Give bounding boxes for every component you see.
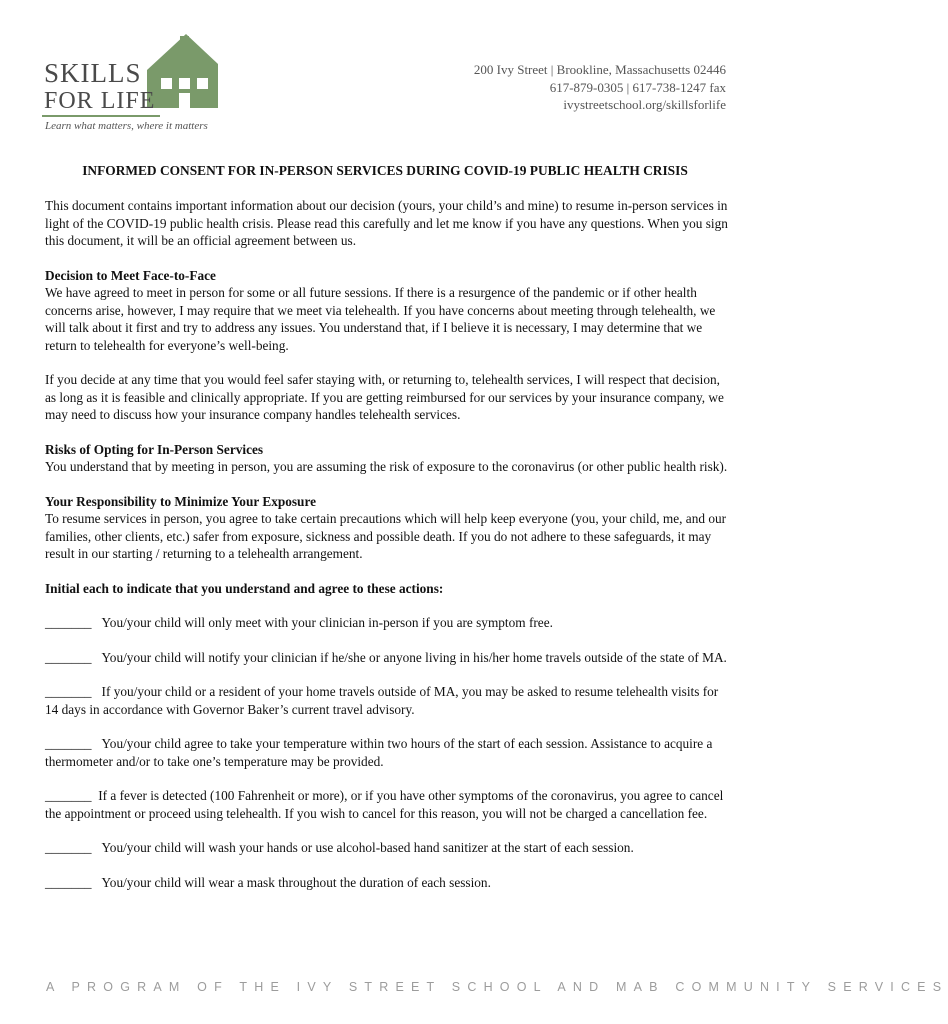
initial-item-text: If a fever is detected (100 Fahrenheit or more), or if you have other symptoms of the coronavirus, you agree to cancel the appointment or proceed using telehealth. If you wish to cancel for this reason, you will not be charged a cancellation fee. xyxy=(45,788,724,821)
initial-item-text: You/your child will notify your clinician if he/she or anyone living in his/her home travels outside of the state of MA. xyxy=(101,649,727,665)
initial-item xyxy=(45,614,728,632)
initial-blank[interactable]: _______ xyxy=(45,736,92,751)
initial-item-text: You/your child agree to take your temperature within two hours of the start of each session. Assistance to acquire a thermometer and/or to take one’s temperature may be provided. xyxy=(45,736,713,769)
decision-paragraph-1: We have agreed to meet in person for some or all future sessions. If there is a resurgence of the pandemic or if other health concerns arise, however, I may require that we meet via telehealth. If you have concerns about meeting through telehealth, we will talk about it first and try to address any issues. You understand that, if I believe it is necessary, I may determine that we return to telehealth for everyone’s well-being. xyxy=(45,285,716,353)
document-body xyxy=(45,197,728,891)
initial-blank[interactable]: _______ xyxy=(45,684,92,699)
intro-paragraph: This document contains important information about our decision (yours, your child’s and mine) to resume in-person services in light of the COVID-19 public health crisis. Please read this carefully and let me know if you have any questions. When you sign this document, it will be an official agreement between us. xyxy=(45,198,728,248)
address-phone: 617-879-0305 | 617-738-1247 fax xyxy=(549,79,726,95)
initial-item xyxy=(45,683,728,718)
address-website: ivystreetschool.org/skillsforlife xyxy=(563,97,726,112)
decision-paragraph-2: If you decide at any time that you would feel safer staying with, or returning to, telehealth services, I will respect that decision, as long as it is feasible and clinically appropriate. If you are getting reimbursed for our services by your insurance company, we may need to discuss how your insurance company handles telehealth services. xyxy=(45,372,724,422)
risks-heading: Risks of Opting for In-Person Services xyxy=(45,441,264,457)
footer-program-note: A PROGRAM OF THE IVY STREET SCHOOL AND MAB COMMUNITY SERVICES xyxy=(46,980,948,994)
letterhead-address xyxy=(474,61,726,114)
initial-blank[interactable]: _______ xyxy=(45,615,92,630)
initial-item xyxy=(45,649,728,667)
initial-item-text: You/your child will wash your hands or use alcohol-based hand sanitizer at the start of each session. xyxy=(101,840,634,855)
initial-blank[interactable]: _______ xyxy=(45,840,92,855)
document-title: INFORMED CONSENT FOR IN-PERSON SERVICES DURING COVID-19 PUBLIC HEALTH CRISIS xyxy=(82,163,688,178)
initial-item-text: You/your child will only meet with your clinician in-person if you are symptom free. xyxy=(101,615,553,630)
responsibility-heading: Your Responsibility to Minimize Your Exposure xyxy=(45,493,317,509)
initial-item-text: If you/your child or a resident of your home travels outside of MA, you may be asked to resume telehealth visits for 14 days in accordance with Governor Baker’s current travel advisory. xyxy=(45,684,719,717)
initial-heading: Initial each to indicate that you understand and agree to these actions: xyxy=(45,580,444,596)
logo-line1: SKILLS xyxy=(44,58,142,88)
initial-blank[interactable]: _______ xyxy=(45,649,92,665)
decision-heading: Decision to Meet Face-to-Face xyxy=(45,267,216,283)
logo-line2: FOR LIFE xyxy=(44,88,156,114)
responsibility-paragraph: To resume services in person, you agree to take certain precautions which will help keep everyone (you, your child, me, and our families, other clients, etc.) safer from exposure, sickness and possible death. If you do not adhere to these safeguards, it may result in our starting / returning to a telehealth arrangement. xyxy=(45,511,727,561)
initial-blank[interactable]: _______ xyxy=(45,788,92,803)
initial-item xyxy=(45,874,728,892)
initial-item xyxy=(45,787,728,822)
initial-item-text: You/your child will wear a mask throughout the duration of each session. xyxy=(101,874,491,890)
address-street: 200 Ivy Street | Brookline, Massachusetts 02446 xyxy=(473,62,726,77)
skills-for-life-logo xyxy=(42,30,232,140)
risks-paragraph: You understand that by meeting in person, you are assuming the risk of exposure to the coronavirus (or other public health risk). xyxy=(45,459,728,474)
initial-blank[interactable]: _______ xyxy=(45,874,92,890)
initial-item xyxy=(45,735,728,770)
logo-tagline: Learn what matters, where it matters xyxy=(45,120,208,132)
initial-item xyxy=(45,839,728,857)
